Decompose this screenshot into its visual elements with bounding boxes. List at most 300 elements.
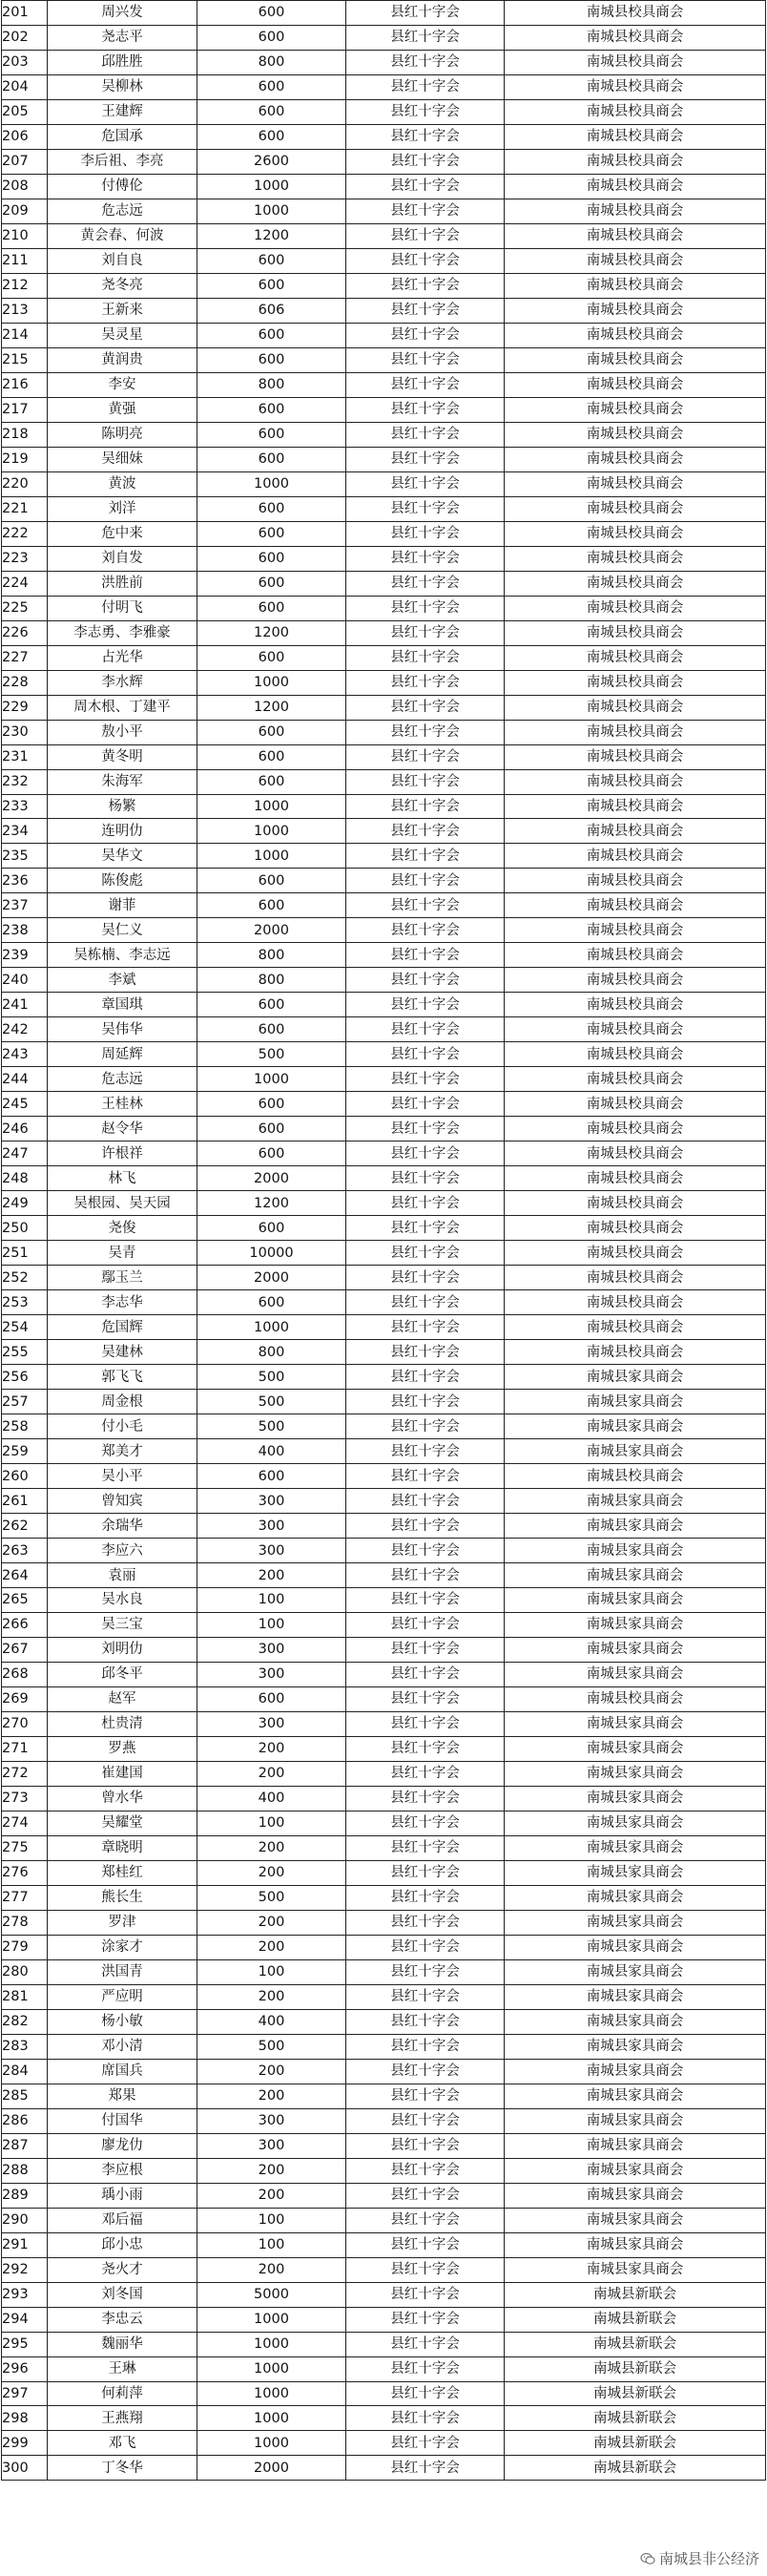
donor-name: 周木根、丁建平 — [48, 695, 197, 720]
donation-amount: 1000 — [197, 2406, 346, 2431]
donation-amount: 600 — [197, 422, 346, 447]
donor-association: 南城县校具商会 — [505, 471, 766, 496]
donor-association: 南城县校具商会 — [505, 422, 766, 447]
table-row — [2, 645, 766, 670]
donation-amount: 300 — [197, 2133, 346, 2158]
row-number: 235 — [2, 844, 48, 869]
table-row — [2, 2208, 766, 2232]
donation-amount: 600 — [197, 645, 346, 670]
donor-name: 李忠云 — [48, 2307, 197, 2332]
row-number: 216 — [2, 372, 48, 397]
table-row — [2, 2406, 766, 2431]
donor-name: 付小毛 — [48, 1414, 197, 1439]
donor-association: 南城县家具商会 — [505, 1414, 766, 1439]
table-row — [2, 844, 766, 869]
donor-association: 南城县家具商会 — [505, 1835, 766, 1860]
donor-name: 崔建国 — [48, 1761, 197, 1786]
recipient-org: 县红十字会 — [346, 1984, 505, 2009]
recipient-org: 县红十字会 — [346, 1390, 505, 1414]
donation-amount: 300 — [197, 1514, 346, 1539]
recipient-org: 县红十字会 — [346, 323, 505, 347]
donor-association: 南城县校具商会 — [505, 918, 766, 943]
recipient-org: 县红十字会 — [346, 2108, 505, 2133]
donor-name: 周兴发 — [48, 1, 197, 26]
recipient-org: 县红十字会 — [346, 1290, 505, 1315]
donation-amount: 600 — [197, 1092, 346, 1117]
donor-name: 赵军 — [48, 1686, 197, 1711]
table-row — [2, 1612, 766, 1637]
donor-association: 南城县新联会 — [505, 2381, 766, 2406]
table-row — [2, 223, 766, 248]
row-number: 245 — [2, 1092, 48, 1117]
row-number: 210 — [2, 223, 48, 248]
row-number: 221 — [2, 496, 48, 521]
donor-association: 南城县新联会 — [505, 2307, 766, 2332]
recipient-org: 县红十字会 — [346, 496, 505, 521]
donor-name: 吴耀堂 — [48, 1811, 197, 1835]
donor-name: 刘冬国 — [48, 2282, 197, 2307]
donation-amount: 500 — [197, 1365, 346, 1390]
donor-name: 刘洋 — [48, 496, 197, 521]
row-number: 259 — [2, 1439, 48, 1464]
donor-association: 南城县校具商会 — [505, 1, 766, 26]
table-body — [2, 1, 766, 2481]
recipient-org: 县红十字会 — [346, 1910, 505, 1935]
donor-name: 李应六 — [48, 1539, 197, 1563]
recipient-org: 县红十字会 — [346, 1216, 505, 1241]
donor-name: 周金根 — [48, 1390, 197, 1414]
row-number: 231 — [2, 744, 48, 769]
recipient-org: 县红十字会 — [346, 2208, 505, 2232]
donor-association: 南城县校具商会 — [505, 223, 766, 248]
recipient-org: 县红十字会 — [346, 1191, 505, 1216]
donor-association: 南城县家具商会 — [505, 1711, 766, 1736]
recipient-org: 县红十字会 — [346, 2431, 505, 2456]
donor-name: 黄冬明 — [48, 744, 197, 769]
donor-association: 南城县新联会 — [505, 2431, 766, 2456]
row-number: 219 — [2, 447, 48, 471]
recipient-org: 县红十字会 — [346, 1662, 505, 1686]
table-row — [2, 1786, 766, 1811]
recipient-org: 县红十字会 — [346, 744, 505, 769]
donor-name: 吴建林 — [48, 1340, 197, 1365]
row-number: 247 — [2, 1141, 48, 1166]
recipient-org: 县红十字会 — [346, 2133, 505, 2158]
donation-amount: 2600 — [197, 149, 346, 174]
table-row — [2, 447, 766, 471]
donor-association: 南城县校具商会 — [505, 323, 766, 347]
donor-name: 危国辉 — [48, 1315, 197, 1340]
table-row — [2, 2108, 766, 2133]
donor-association: 南城县校具商会 — [505, 844, 766, 869]
donor-association: 南城县校具商会 — [505, 124, 766, 149]
table-row — [2, 769, 766, 794]
row-number: 209 — [2, 199, 48, 223]
donation-amount: 1000 — [197, 174, 346, 199]
row-number: 201 — [2, 1, 48, 26]
table-row — [2, 25, 766, 50]
donor-name: 邓小清 — [48, 2034, 197, 2059]
row-number: 282 — [2, 2009, 48, 2034]
donation-amount: 300 — [197, 1662, 346, 1686]
donation-amount: 1000 — [197, 844, 346, 869]
donor-association: 南城县校具商会 — [505, 496, 766, 521]
table-row — [2, 2381, 766, 2406]
table-row — [2, 1464, 766, 1489]
donor-name: 李志勇、李雅豪 — [48, 620, 197, 645]
table-row — [2, 546, 766, 571]
donor-name: 郑桂红 — [48, 1860, 197, 1885]
donor-association: 南城县校具商会 — [505, 1241, 766, 1266]
table-row — [2, 1514, 766, 1539]
donor-name: 吴细妹 — [48, 447, 197, 471]
donor-name: 王琳 — [48, 2356, 197, 2381]
donation-amount: 500 — [197, 1390, 346, 1414]
donor-name: 周延辉 — [48, 1042, 197, 1067]
donation-amount: 600 — [197, 1686, 346, 1711]
donor-association: 南城县校具商会 — [505, 869, 766, 893]
donor-name: 瑀小雨 — [48, 2183, 197, 2208]
table-row — [2, 1241, 766, 1266]
row-number: 224 — [2, 571, 48, 596]
donor-association: 南城县校具商会 — [505, 744, 766, 769]
row-number: 204 — [2, 74, 48, 99]
recipient-org: 县红十字会 — [346, 422, 505, 447]
donor-association: 南城县校具商会 — [505, 25, 766, 50]
donor-name: 赵令华 — [48, 1117, 197, 1141]
donor-association: 南城县校具商会 — [505, 893, 766, 918]
table-row — [2, 1390, 766, 1414]
recipient-org: 县红十字会 — [346, 645, 505, 670]
table-row — [2, 571, 766, 596]
donor-association: 南城县校具商会 — [505, 347, 766, 372]
row-number: 202 — [2, 25, 48, 50]
row-number: 232 — [2, 769, 48, 794]
table-row — [2, 1365, 766, 1390]
recipient-org: 县红十字会 — [346, 1711, 505, 1736]
donor-association: 南城县家具商会 — [505, 1612, 766, 1637]
donor-name: 邓飞 — [48, 2431, 197, 2456]
donation-amount: 400 — [197, 1786, 346, 1811]
row-number: 274 — [2, 1811, 48, 1835]
recipient-org: 县红十字会 — [346, 2381, 505, 2406]
donation-amount: 600 — [197, 273, 346, 298]
donor-association: 南城县校具商会 — [505, 819, 766, 844]
donor-name: 危志远 — [48, 199, 197, 223]
donor-association: 南城县校具商会 — [505, 670, 766, 695]
table-row — [2, 124, 766, 149]
table-row — [2, 968, 766, 993]
donor-association: 南城县校具商会 — [505, 1166, 766, 1191]
donor-name: 危志远 — [48, 1067, 197, 1092]
recipient-org: 县红十字会 — [346, 1588, 505, 1613]
row-number: 270 — [2, 1711, 48, 1736]
table-row — [2, 174, 766, 199]
donation-amount: 600 — [197, 993, 346, 1017]
table-row — [2, 720, 766, 744]
donor-name: 吴柳林 — [48, 74, 197, 99]
table-row — [2, 2034, 766, 2059]
donor-association: 南城县校具商会 — [505, 1042, 766, 1067]
donor-association: 南城县家具商会 — [505, 1935, 766, 1959]
row-number: 290 — [2, 2208, 48, 2232]
row-number: 283 — [2, 2034, 48, 2059]
row-number: 241 — [2, 993, 48, 1017]
table-row — [2, 2257, 766, 2282]
row-number: 252 — [2, 1266, 48, 1290]
row-number: 218 — [2, 422, 48, 447]
row-number: 206 — [2, 124, 48, 149]
donation-amount: 600 — [197, 1, 346, 26]
donation-amount: 200 — [197, 1736, 346, 1761]
row-number: 213 — [2, 298, 48, 323]
recipient-org: 县红十字会 — [346, 2183, 505, 2208]
row-number: 239 — [2, 943, 48, 968]
donation-amount: 300 — [197, 1711, 346, 1736]
row-number: 285 — [2, 2084, 48, 2108]
donor-name: 余瑞华 — [48, 1514, 197, 1539]
donor-association: 南城县校具商会 — [505, 1067, 766, 1092]
row-number: 211 — [2, 248, 48, 273]
donation-amount: 600 — [197, 1464, 346, 1489]
donation-amount: 1000 — [197, 670, 346, 695]
donor-name: 郑果 — [48, 2084, 197, 2108]
recipient-org: 县红十字会 — [346, 1464, 505, 1489]
recipient-org: 县红十字会 — [346, 1736, 505, 1761]
recipient-org: 县红十字会 — [346, 447, 505, 471]
donation-amount: 100 — [197, 2232, 346, 2257]
donation-amount: 200 — [197, 2158, 346, 2183]
table-row — [2, 1141, 766, 1166]
row-number: 294 — [2, 2307, 48, 2332]
row-number: 225 — [2, 596, 48, 620]
donor-association: 南城县校具商会 — [505, 720, 766, 744]
donation-amount: 600 — [197, 347, 346, 372]
donation-amount: 600 — [197, 1216, 346, 1241]
table-row — [2, 273, 766, 298]
donation-amount: 100 — [197, 1612, 346, 1637]
donation-amount: 200 — [197, 1860, 346, 1885]
recipient-org: 县红十字会 — [346, 893, 505, 918]
donor-name: 罗燕 — [48, 1736, 197, 1761]
donor-association: 南城县家具商会 — [505, 1811, 766, 1835]
donor-name: 付国华 — [48, 2108, 197, 2133]
donor-name: 王建辉 — [48, 99, 197, 124]
row-number: 273 — [2, 1786, 48, 1811]
row-number: 222 — [2, 521, 48, 546]
donor-name: 鄢玉兰 — [48, 1266, 197, 1290]
table-row — [2, 1885, 766, 1910]
table-row — [2, 372, 766, 397]
row-number: 214 — [2, 323, 48, 347]
donor-association: 南城县校具商会 — [505, 943, 766, 968]
recipient-org: 县红十字会 — [346, 993, 505, 1017]
donor-association: 南城县校具商会 — [505, 794, 766, 819]
row-number: 253 — [2, 1290, 48, 1315]
table-row — [2, 149, 766, 174]
recipient-org: 县红十字会 — [346, 546, 505, 571]
donor-association: 南城县家具商会 — [505, 1489, 766, 1514]
row-number: 254 — [2, 1315, 48, 1340]
donation-amount: 2000 — [197, 1166, 346, 1191]
recipient-org: 县红十字会 — [346, 844, 505, 869]
recipient-org: 县红十字会 — [346, 50, 505, 74]
donation-amount: 600 — [197, 124, 346, 149]
recipient-org: 县红十字会 — [346, 1266, 505, 1290]
row-number: 281 — [2, 1984, 48, 2009]
donor-name: 邱胜胜 — [48, 50, 197, 74]
row-number: 280 — [2, 1959, 48, 1984]
donation-amount: 600 — [197, 571, 346, 596]
donor-name: 敖小平 — [48, 720, 197, 744]
row-number: 227 — [2, 645, 48, 670]
donation-amount: 800 — [197, 1340, 346, 1365]
donor-association: 南城县家具商会 — [505, 2158, 766, 2183]
table-row — [2, 1266, 766, 1290]
row-number: 207 — [2, 149, 48, 174]
table-row — [2, 99, 766, 124]
donor-association: 南城县新联会 — [505, 2456, 766, 2481]
table-row — [2, 1811, 766, 1835]
donation-amount: 1200 — [197, 1191, 346, 1216]
donor-name: 陈俊彪 — [48, 869, 197, 893]
donation-amount: 1000 — [197, 2381, 346, 2406]
row-number: 244 — [2, 1067, 48, 1092]
donation-amount: 300 — [197, 1539, 346, 1563]
recipient-org: 县红十字会 — [346, 1315, 505, 1340]
donor-name: 魏丽华 — [48, 2332, 197, 2356]
recipient-org: 县红十字会 — [346, 1835, 505, 1860]
recipient-org: 县红十字会 — [346, 819, 505, 844]
donation-amount: 500 — [197, 1885, 346, 1910]
donor-association: 南城县家具商会 — [505, 2059, 766, 2084]
donor-association: 南城县校具商会 — [505, 447, 766, 471]
donor-association: 南城县新联会 — [505, 2332, 766, 2356]
donor-name: 朱海军 — [48, 769, 197, 794]
row-number: 276 — [2, 1860, 48, 1885]
table-row — [2, 1340, 766, 1365]
table-row — [2, 695, 766, 720]
donor-name: 林飞 — [48, 1166, 197, 1191]
donation-amount: 600 — [197, 769, 346, 794]
row-number: 223 — [2, 546, 48, 571]
table-row — [2, 1067, 766, 1092]
donor-name: 吴水良 — [48, 1588, 197, 1613]
donor-association: 南城县校具商会 — [505, 1141, 766, 1166]
donor-name: 何莉萍 — [48, 2381, 197, 2406]
donor-name: 刘自良 — [48, 248, 197, 273]
recipient-org: 县红十字会 — [346, 1017, 505, 1042]
donor-name: 李后祖、李亮 — [48, 149, 197, 174]
row-number: 226 — [2, 620, 48, 645]
donor-association: 南城县家具商会 — [505, 1539, 766, 1563]
donation-amount: 600 — [197, 869, 346, 893]
donor-name: 陈明亮 — [48, 422, 197, 447]
table-row — [2, 2009, 766, 2034]
recipient-org: 县红十字会 — [346, 149, 505, 174]
row-number: 264 — [2, 1563, 48, 1588]
donor-association: 南城县校具商会 — [505, 273, 766, 298]
table-row — [2, 347, 766, 372]
donor-name: 吴三宝 — [48, 1612, 197, 1637]
recipient-org: 县红十字会 — [346, 1340, 505, 1365]
donor-association: 南城县校具商会 — [505, 199, 766, 223]
donation-amount: 1200 — [197, 620, 346, 645]
donor-name: 尧火才 — [48, 2257, 197, 2282]
row-number: 258 — [2, 1414, 48, 1439]
row-number: 208 — [2, 174, 48, 199]
donor-name: 占光华 — [48, 645, 197, 670]
donation-amount: 2000 — [197, 1266, 346, 1290]
table-row — [2, 893, 766, 918]
table-row — [2, 1315, 766, 1340]
table-row — [2, 1216, 766, 1241]
recipient-org: 县红十字会 — [346, 1092, 505, 1117]
row-number: 257 — [2, 1390, 48, 1414]
donor-association: 南城县校具商会 — [505, 993, 766, 1017]
row-number: 288 — [2, 2158, 48, 2183]
recipient-org: 县红十字会 — [346, 2406, 505, 2431]
donation-amount: 1200 — [197, 223, 346, 248]
donor-name: 吴灵星 — [48, 323, 197, 347]
donor-name: 黄强 — [48, 397, 197, 422]
donation-table — [1, 0, 766, 2481]
table-row — [2, 819, 766, 844]
recipient-org: 县红十字会 — [346, 1811, 505, 1835]
recipient-org: 县红十字会 — [346, 2158, 505, 2183]
row-number: 234 — [2, 819, 48, 844]
donation-amount: 1000 — [197, 2307, 346, 2332]
recipient-org: 县红十字会 — [346, 124, 505, 149]
donation-amount: 100 — [197, 1588, 346, 1613]
row-number: 268 — [2, 1662, 48, 1686]
recipient-org: 县红十字会 — [346, 571, 505, 596]
donation-amount: 600 — [197, 323, 346, 347]
donor-association: 南城县家具商会 — [505, 1514, 766, 1539]
table-row — [2, 1835, 766, 1860]
recipient-org: 县红十字会 — [346, 2084, 505, 2108]
donor-association: 南城县校具商会 — [505, 397, 766, 422]
donor-name: 王燕翔 — [48, 2406, 197, 2431]
row-number: 230 — [2, 720, 48, 744]
donor-association: 南城县校具商会 — [505, 1315, 766, 1340]
donor-association: 南城县校具商会 — [505, 1216, 766, 1241]
donation-amount: 600 — [197, 397, 346, 422]
recipient-org: 县红十字会 — [346, 1489, 505, 1514]
donor-name: 尧冬亮 — [48, 273, 197, 298]
donor-name: 廖龙仂 — [48, 2133, 197, 2158]
donor-name: 罗津 — [48, 1910, 197, 1935]
table-row — [2, 1637, 766, 1662]
donation-amount: 600 — [197, 99, 346, 124]
row-number: 256 — [2, 1365, 48, 1390]
row-number: 220 — [2, 471, 48, 496]
table-row — [2, 2084, 766, 2108]
donor-association: 南城县家具商会 — [505, 1736, 766, 1761]
donation-amount: 600 — [197, 893, 346, 918]
row-number: 295 — [2, 2332, 48, 2356]
table-row — [2, 2158, 766, 2183]
donation-amount: 600 — [197, 521, 346, 546]
table-row — [2, 993, 766, 1017]
row-number: 248 — [2, 1166, 48, 1191]
donor-association: 南城县家具商会 — [505, 1860, 766, 1885]
donation-amount: 600 — [197, 1017, 346, 1042]
donor-association: 南城县家具商会 — [505, 1885, 766, 1910]
donation-amount: 100 — [197, 1811, 346, 1835]
donation-amount: 600 — [197, 546, 346, 571]
table-row — [2, 496, 766, 521]
